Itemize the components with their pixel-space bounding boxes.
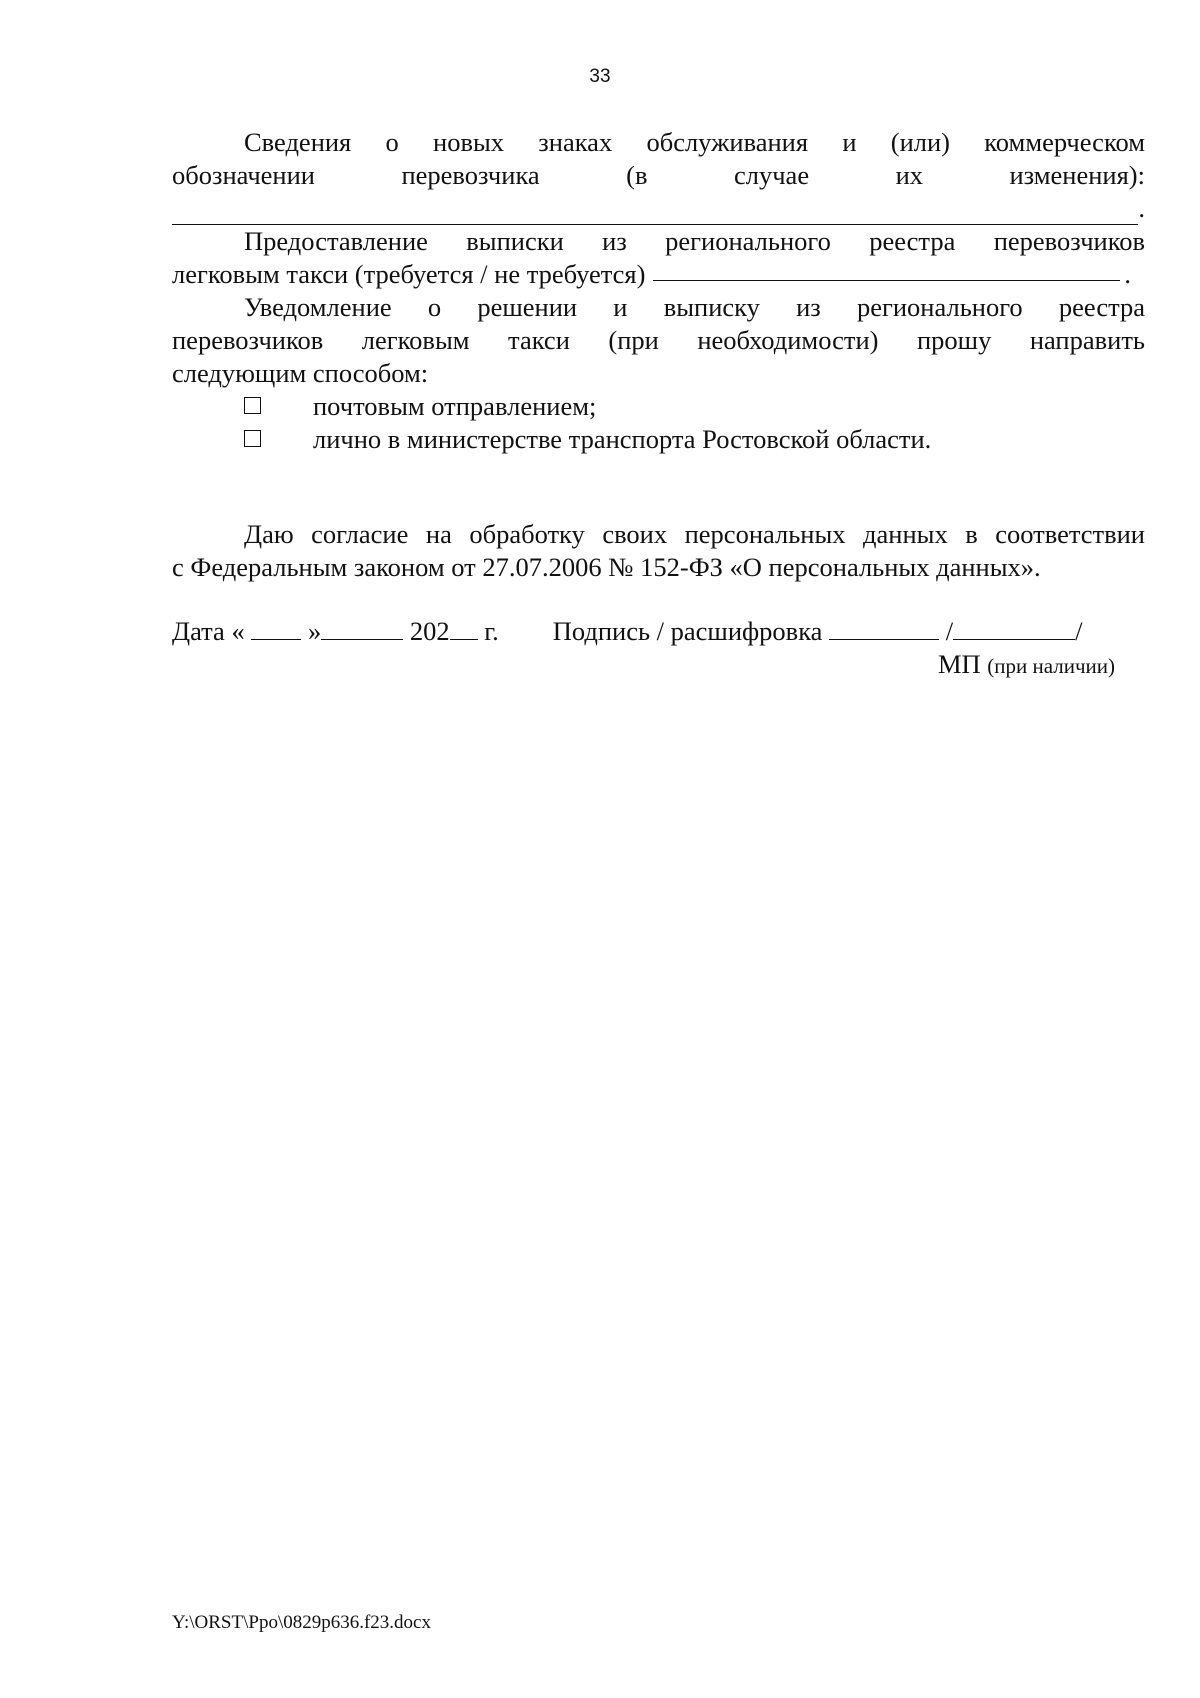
checkbox-icon[interactable] [244,397,261,414]
extract-line-2-row [172,258,1145,291]
date-quote-close: » [307,616,322,646]
signature-label: Подпись / расшифровка [552,616,823,646]
notify-line-2: перевозчиков легковым такси (при необходимости) прошу направить [172,325,1145,355]
option-in-person[interactable] [172,423,1145,456]
consent-line-1: Даю согласие на обработку своих персональных данных в соответствии [244,519,1145,549]
extract-line-2: легковым такси (требуется / не требуется) [172,259,646,289]
extract-line-1: Предоставление выписки из регионального реестра перевозчиков [244,226,1145,256]
slash-1: / [945,616,954,646]
document-body [172,126,1145,683]
year-suffix: г. [484,616,499,646]
notify-line-3: следующим способом: [172,358,429,388]
extract-required-field[interactable] [653,258,1120,281]
date-label: Дата « [172,616,245,646]
signature-decode-field[interactable] [953,617,1075,640]
date-day-field[interactable] [251,617,301,640]
trademark-blank-field[interactable] [172,192,1145,225]
trademark-line-2: обозначении перевозчика (в случае их изменения): [172,160,1145,190]
signature-row [172,615,1145,648]
checkbox-icon[interactable] [244,430,261,447]
year-field[interactable] [450,617,478,640]
blank-end-period: . [1138,193,1145,223]
option-in-person-label: лично в министерстве транспорта Ростовской области. [313,424,932,454]
stamp-row [172,648,1145,683]
stamp-label: МП [937,649,981,679]
year-prefix: 202 [409,616,450,646]
trademark-line-1: Сведения о новых знаках обслуживания и (или) коммерческом [244,127,1145,157]
option-post[interactable] [172,390,1145,423]
stamp-note: (при наличии) [987,654,1115,678]
date-month-field[interactable] [321,617,403,640]
extract-end-period: . [1124,259,1131,289]
blank-underline [172,200,1138,225]
file-path-footer: Y:\ORST\Ppo\0829p636.f23.docx [172,1612,431,1633]
consent-line-2: с Федеральным законом от 27.07.2006 № 152-ФЗ «О персональных данных». [172,552,1041,582]
notify-line-1: Уведомление о решении и выписку из регионального реестра [244,292,1145,322]
page-number: 33 [589,66,611,87]
signature-field[interactable] [829,617,939,640]
slash-2: / [1075,616,1083,646]
option-post-label: почтовым отправлением; [313,391,597,421]
